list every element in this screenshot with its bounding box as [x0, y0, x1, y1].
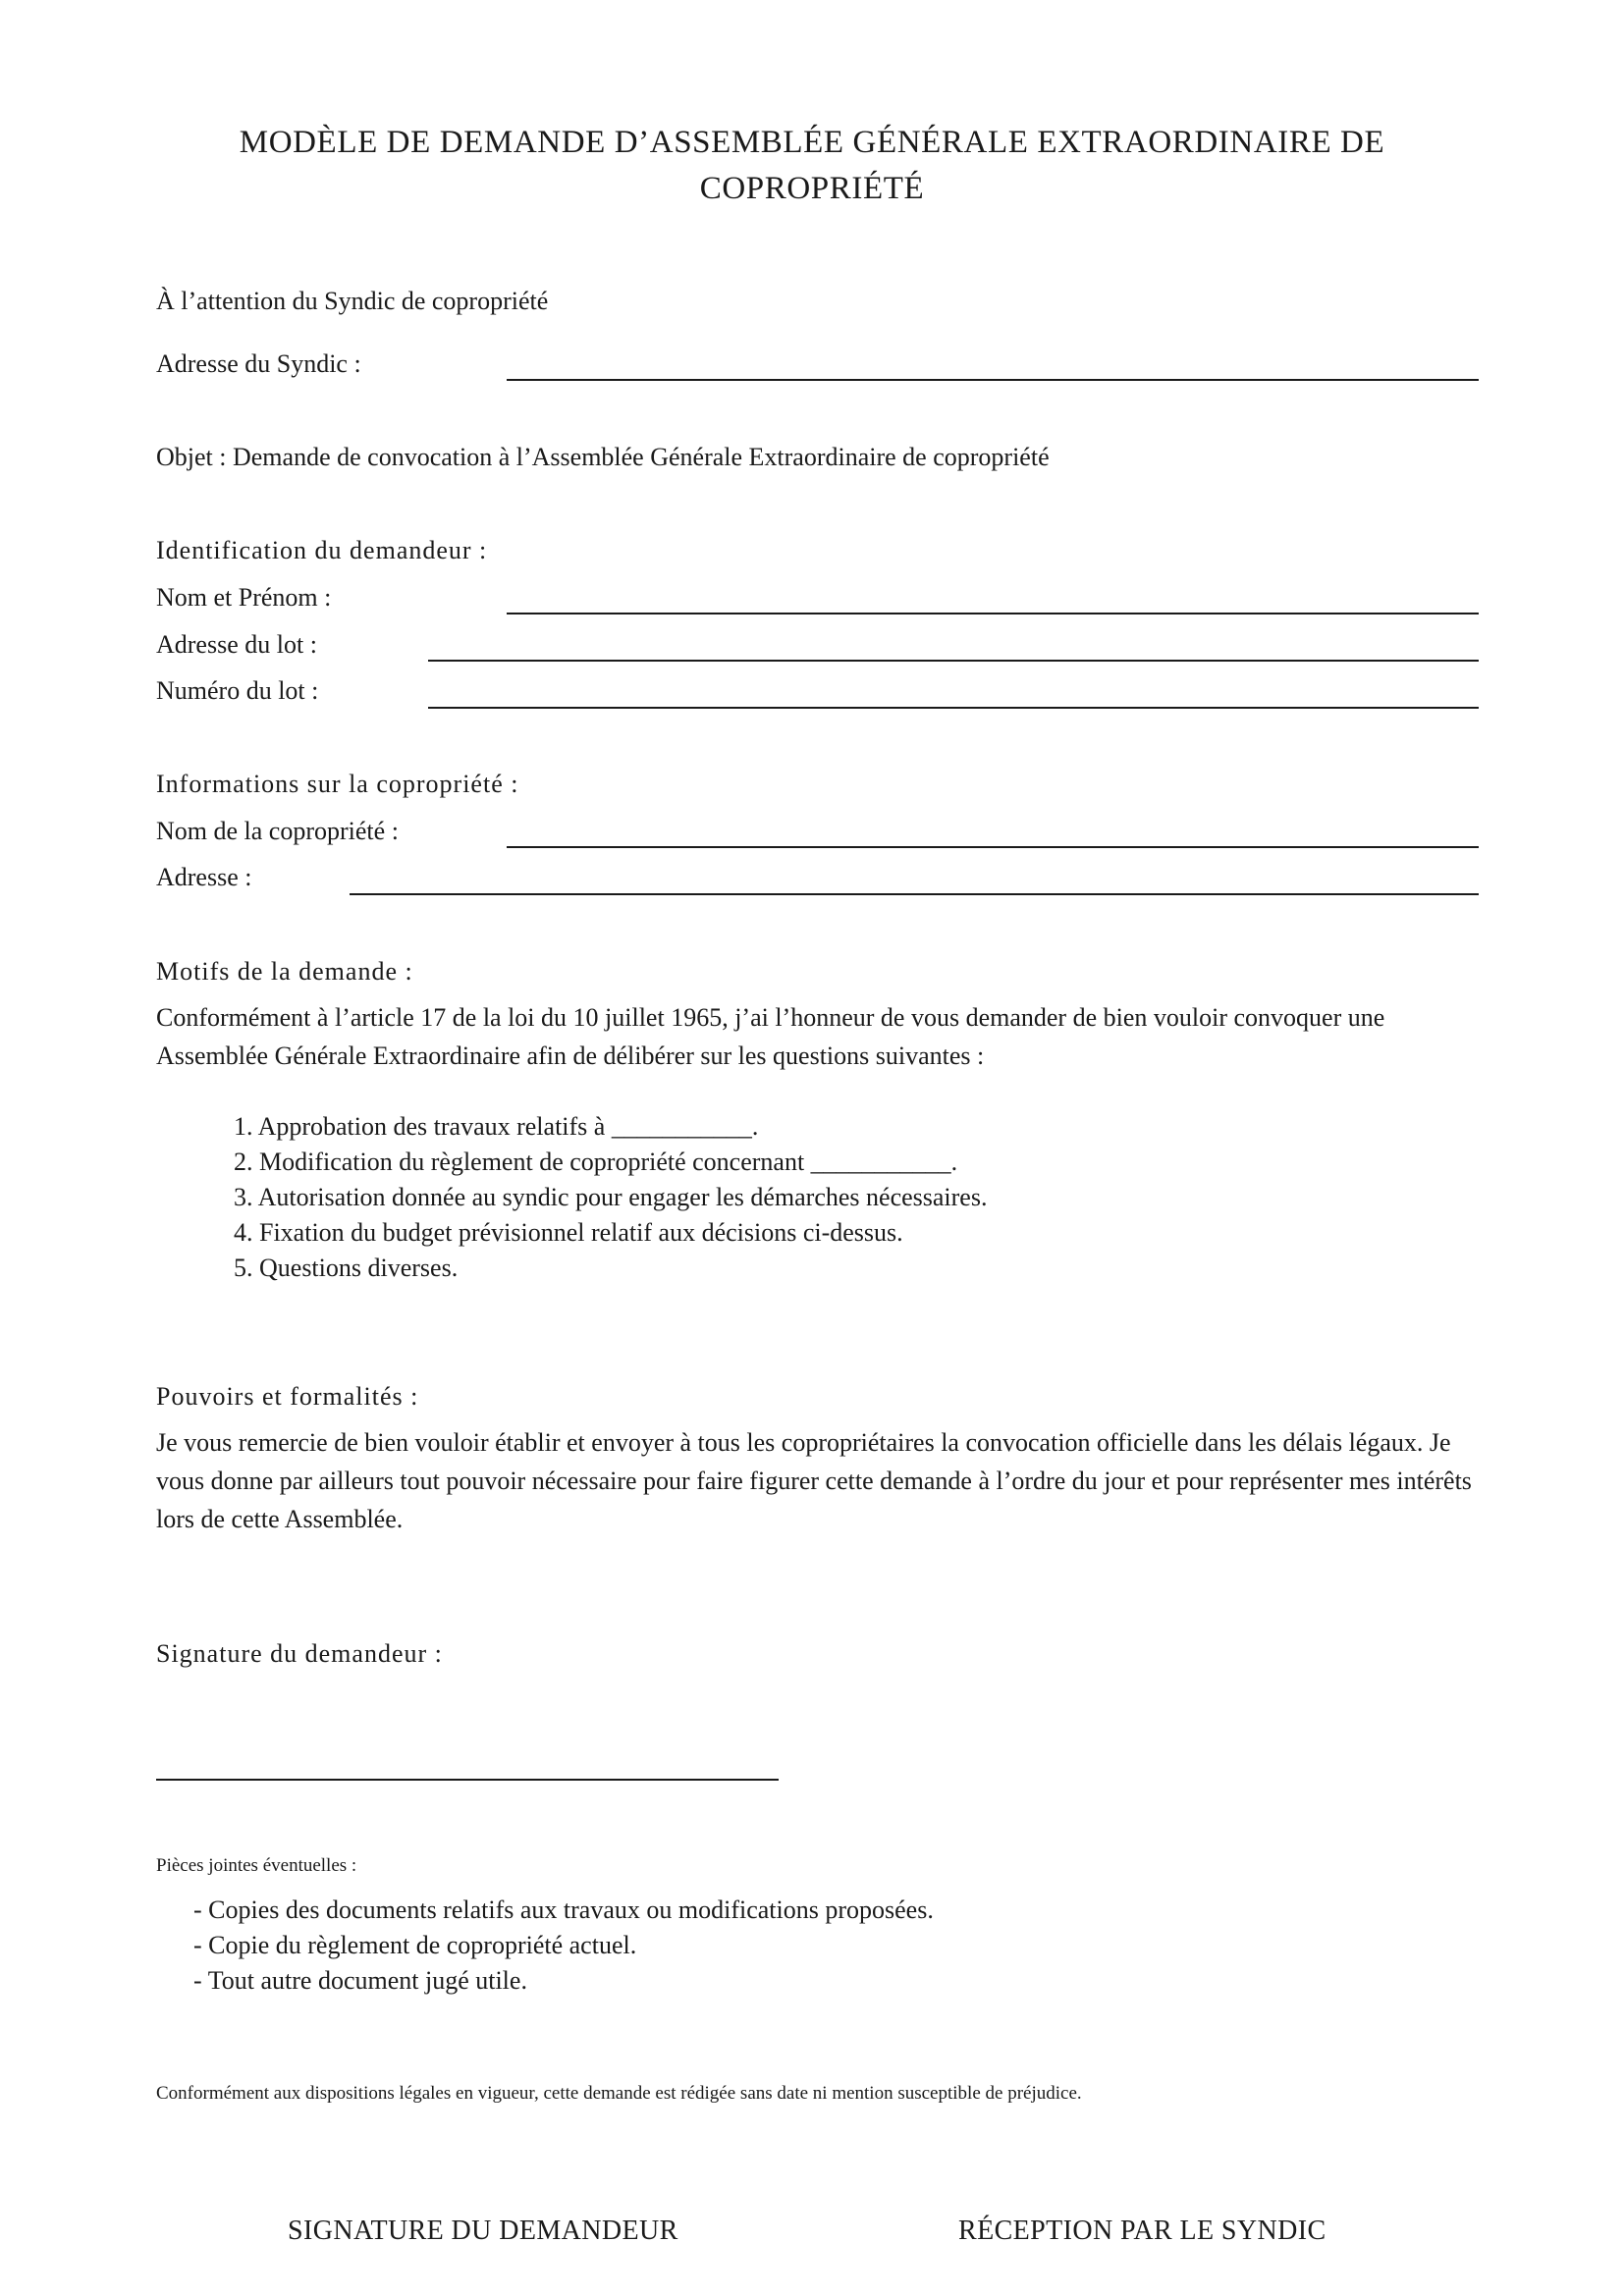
motifs-heading: Motifs de la demande : — [156, 957, 413, 986]
syndic-address-field[interactable] — [507, 379, 1479, 381]
recipient-line: À l’attention du Syndic de copropriété — [156, 287, 549, 315]
pieces-heading: Pièces jointes éventuelles : — [156, 1855, 357, 1876]
identification-heading: Identification du demandeur : — [156, 536, 488, 564]
copropriete-address-label: Adresse : — [156, 863, 252, 891]
footer-signature-label: SIGNATURE DU DEMANDEUR — [288, 2216, 678, 2246]
motifs-paragraph: Conformément à l’article 17 de la loi du 10 juillet 1965, j’ai l’honneur de vous demander de bien vouloir convoquer une Assemblée Générale Extraordinaire afin de délibérer sur les questions suivantes : — [156, 1003, 1385, 1070]
copropriete-heading: Informations sur la copropriété : — [156, 770, 519, 798]
copropriete-name-field[interactable] — [507, 846, 1479, 848]
syndic-address-label: Adresse du Syndic : — [156, 349, 361, 378]
pouvoirs-heading: Pouvoirs et formalités : — [156, 1382, 419, 1411]
piece-item: - Copie du règlement de copropriété actuel. — [193, 1931, 637, 1959]
pouvoirs-paragraph: Je vous remercie de bien vouloir établir et envoyer à tous les copropriétaires la convocation officielle dans les délais légaux. Je vous donne par ailleurs tout pouvoir nécessaire pour faire figurer cette demande à l’ordre du jour et pour représenter mes intérêts lors de cette Assemblée. — [156, 1428, 1472, 1533]
lot-address-field[interactable] — [428, 660, 1479, 662]
footer-reception-label: RÉCEPTION PAR LE SYNDIC — [958, 2216, 1326, 2246]
document-title: MODÈLE DE DEMANDE D’ASSEMBLÉE GÉNÉRALE EXTRAORDINAIRE DE COPROPRIÉTÉ — [239, 125, 1385, 206]
piece-item: - Copies des documents relatifs aux travaux ou modifications proposées. — [193, 1896, 934, 1924]
motif-item: 1. Approbation des travaux relatifs à ___________. — [234, 1112, 759, 1141]
motif-item: 5. Questions diverses. — [234, 1254, 459, 1282]
signature-field[interactable] — [156, 1779, 779, 1781]
motif-item: 3. Autorisation donnée au syndic pour engager les démarches nécessaires. — [234, 1183, 988, 1211]
name-field[interactable] — [507, 613, 1479, 614]
motif-item: 2. Modification du règlement de copropriété concernant ___________. — [234, 1148, 958, 1176]
name-label: Nom et Prénom : — [156, 583, 332, 612]
copropriete-name-label: Nom de la copropriété : — [156, 817, 399, 845]
lot-number-field[interactable] — [428, 707, 1479, 709]
signature-heading: Signature du demandeur : — [156, 1639, 443, 1668]
lot-number-label: Numéro du lot : — [156, 676, 319, 705]
copropriete-address-field[interactable] — [350, 893, 1479, 895]
motif-item: 4. Fixation du budget prévisionnel relatif aux décisions ci-dessus. — [234, 1218, 903, 1247]
object-line: Objet : Demande de convocation à l’Assemblée Générale Extraordinaire de copropriété — [156, 443, 1050, 471]
legal-note: Conformément aux dispositions légales en vigueur, cette demande est rédigée sans date ni mention susceptible de préjudice. — [156, 2083, 1082, 2104]
piece-item: - Tout autre document jugé utile. — [193, 1966, 527, 1995]
lot-address-label: Adresse du lot : — [156, 630, 317, 659]
